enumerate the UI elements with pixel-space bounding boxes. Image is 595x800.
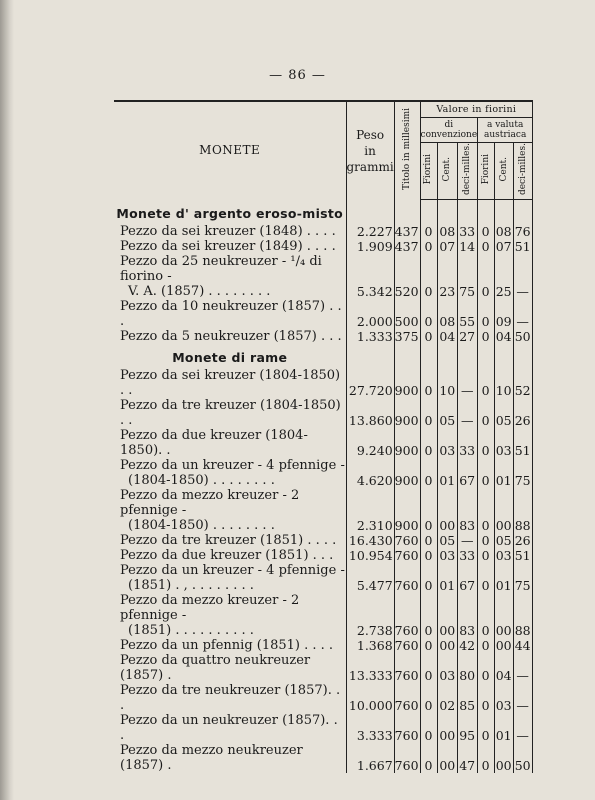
table-row bbox=[114, 299, 533, 329]
fiorini-aus-cell: 0 bbox=[478, 329, 495, 344]
coin-description bbox=[114, 398, 346, 428]
titolo-cell: 520 bbox=[394, 254, 420, 299]
coin-description bbox=[114, 593, 346, 638]
section-header-row bbox=[114, 200, 533, 224]
fiorini-conv-cell: 0 bbox=[420, 683, 438, 713]
titolo-cell: 900 bbox=[394, 428, 420, 458]
table-row bbox=[114, 713, 533, 743]
fiorini-conv-cell: 0 bbox=[420, 329, 438, 344]
decimilles-aus-cell: 75 bbox=[514, 563, 533, 593]
table-row bbox=[114, 683, 533, 713]
fiorini-conv-cell: 0 bbox=[420, 533, 438, 548]
fiorini-aus-cell: 0 bbox=[478, 488, 495, 533]
fiorini-aus-cell: 0 bbox=[478, 239, 495, 254]
coin-description-line: Pezzo da 5 neukreuzer (1857) . . . bbox=[120, 328, 342, 344]
cent-aus-cell: 09 bbox=[495, 299, 514, 329]
peso-cell: 2.000 bbox=[346, 299, 394, 329]
titolo-cell: 760 bbox=[394, 532, 419, 548]
titolo-cell: 760 bbox=[394, 683, 420, 713]
table-row bbox=[114, 329, 533, 344]
cent-aus-cell: 00 bbox=[495, 488, 514, 533]
fiorini-aus-cell: 0 bbox=[478, 638, 495, 653]
decimilles-aus-cell: 75 bbox=[514, 458, 533, 488]
decimilles-conv-cell: — bbox=[458, 533, 478, 548]
peso-cell: 1.667 bbox=[346, 743, 394, 773]
empty-cell bbox=[514, 344, 533, 368]
coin-description bbox=[114, 653, 346, 683]
empty-cell bbox=[420, 344, 438, 368]
decimilles-conv-cell: — bbox=[458, 398, 478, 428]
header-cent-2 bbox=[495, 143, 514, 200]
cent-aus-cell: 03 bbox=[495, 548, 514, 563]
coin-description bbox=[114, 428, 346, 458]
cent-conv-cell: 23 bbox=[438, 254, 458, 299]
decimilles-aus-cell: 44 bbox=[514, 638, 533, 653]
fiorini-aus-cell: 0 bbox=[478, 254, 495, 299]
decimilles-aus-cell: 76 bbox=[514, 224, 533, 239]
decimilles-aus-cell: — bbox=[514, 254, 533, 299]
cent-aus-cell: 05 bbox=[495, 533, 514, 548]
scan-edge bbox=[0, 0, 14, 800]
fiorini-conv-cell: 0 bbox=[420, 368, 438, 398]
empty-cell bbox=[495, 200, 514, 224]
header-peso-line3: grammi bbox=[346, 159, 394, 174]
decimilles-conv-cell: 42 bbox=[458, 638, 478, 653]
cent-conv-cell: 01 bbox=[438, 563, 458, 593]
header-cent-1-text: Cent. bbox=[442, 156, 453, 182]
cent-aus-cell: 00 bbox=[495, 743, 514, 773]
table-row bbox=[114, 533, 533, 548]
coin-description-line: Pezzo da 10 neukreuzer (1857) . . . bbox=[120, 298, 342, 329]
coin-description bbox=[114, 458, 346, 488]
fiorini-aus-cell: 0 bbox=[478, 224, 495, 239]
coin-description-line: Pezzo da un neukreuzer (1857). . . bbox=[120, 712, 338, 743]
fiorini-aus-cell: 0 bbox=[478, 428, 495, 458]
cent-conv-cell: 03 bbox=[438, 428, 458, 458]
fiorini-conv-cell: 0 bbox=[420, 224, 438, 239]
cent-conv-cell: 02 bbox=[438, 683, 458, 713]
titolo-cell: 900 bbox=[394, 398, 420, 428]
coin-description-line: Pezzo da tre neukreuzer (1857). . . bbox=[120, 682, 341, 713]
header-cent-1 bbox=[438, 143, 458, 200]
peso-cell: 10.954 bbox=[346, 548, 394, 563]
cent-conv-cell: 08 bbox=[438, 224, 458, 239]
fiorini-aus-cell: 0 bbox=[478, 458, 495, 488]
decimilles-aus-cell: 52 bbox=[514, 368, 533, 398]
coin-description-line: Pezzo da mezzo neukreuzer (1857) . bbox=[120, 742, 303, 773]
decimilles-aus-cell: 50 bbox=[514, 329, 533, 344]
coin-description bbox=[114, 683, 346, 713]
peso-cell: 3.333 bbox=[346, 713, 394, 743]
table-row bbox=[114, 458, 533, 488]
empty-cell bbox=[394, 344, 420, 368]
decimilles-conv-cell: 75 bbox=[458, 254, 478, 299]
section-title: Monete di rame bbox=[172, 349, 288, 365]
fiorini-aus-cell: 0 bbox=[478, 299, 495, 329]
cent-conv-cell: 03 bbox=[438, 653, 458, 683]
fiorini-conv-cell: 0 bbox=[420, 653, 438, 683]
decimilles-conv-cell: 80 bbox=[458, 653, 478, 683]
decimilles-aus-cell: 51 bbox=[514, 239, 533, 254]
coin-description bbox=[114, 254, 346, 299]
header-cent-2-text: Cent. bbox=[498, 156, 509, 182]
coin-description-line: Pezzo da un kreuzer - 4 pfennige - bbox=[120, 562, 345, 578]
table-row bbox=[114, 398, 533, 428]
fiorini-aus-cell: 0 bbox=[478, 563, 495, 593]
fiorini-conv-cell: 0 bbox=[420, 398, 438, 428]
empty-cell bbox=[458, 344, 478, 368]
fiorini-aus-cell: 0 bbox=[478, 743, 495, 773]
decimilles-conv-cell: 67 bbox=[458, 458, 478, 488]
fiorini-conv-cell: 0 bbox=[420, 563, 438, 593]
coin-description-line: Pezzo da quattro neukreuzer (1857) . bbox=[120, 652, 311, 683]
fiorini-conv-cell: 0 bbox=[420, 638, 438, 653]
peso-cell: 1.909 bbox=[346, 239, 394, 254]
empty-cell bbox=[438, 200, 458, 224]
decimilles-conv-cell: 83 bbox=[458, 593, 478, 638]
cent-conv-cell: 05 bbox=[438, 533, 458, 548]
header-a-valuta-austriaca bbox=[478, 118, 533, 143]
empty-cell bbox=[514, 200, 533, 224]
decimilles-aus-cell: 26 bbox=[514, 398, 533, 428]
decimilles-conv-cell: 33 bbox=[458, 428, 478, 458]
cent-conv-cell: 00 bbox=[438, 638, 458, 653]
table-row bbox=[114, 488, 533, 533]
cent-conv-cell: 04 bbox=[438, 329, 458, 344]
titolo-cell: 437 bbox=[394, 238, 419, 254]
table-row bbox=[114, 563, 533, 593]
decimilles-conv-cell: 83 bbox=[458, 488, 478, 533]
titolo-cell: 500 bbox=[394, 299, 420, 329]
coin-description-line: (1804-1850) . . . . . . . . bbox=[128, 472, 275, 488]
peso-cell: 1.368 bbox=[346, 638, 394, 653]
cent-aus-cell: 00 bbox=[495, 638, 514, 653]
peso-cell: 2.310 bbox=[346, 488, 394, 533]
empty-cell bbox=[346, 344, 394, 368]
fiorini-aus-cell: 0 bbox=[478, 533, 495, 548]
cent-aus-cell: 05 bbox=[495, 398, 514, 428]
peso-cell: 1.333 bbox=[346, 329, 394, 344]
table-row bbox=[114, 593, 533, 638]
peso-cell: 9.240 bbox=[346, 428, 394, 458]
decimilles-aus-cell: 50 bbox=[514, 743, 533, 773]
empty-cell bbox=[438, 344, 458, 368]
decimilles-conv-cell: 95 bbox=[458, 713, 478, 743]
header-fiorini-1-text: Fiorini bbox=[423, 153, 434, 185]
coin-description bbox=[114, 368, 346, 398]
coin-description-line: Pezzo da sei kreuzer (1804-1850) . . bbox=[120, 367, 341, 398]
coin-description bbox=[114, 548, 346, 563]
decimilles-conv-cell: 27 bbox=[458, 329, 478, 344]
fiorini-conv-cell: 0 bbox=[420, 254, 438, 299]
coin-description-line: Pezzo da un kreuzer - 4 pfennige - bbox=[120, 457, 345, 473]
coin-description-line: Pezzo da tre kreuzer (1804-1850) . . bbox=[120, 397, 341, 428]
fiorini-aus-cell: 0 bbox=[478, 368, 495, 398]
fiorini-conv-cell: 0 bbox=[420, 488, 438, 533]
decimilles-aus-cell: — bbox=[514, 713, 533, 743]
coin-description bbox=[114, 488, 346, 533]
decimilles-conv-cell: 14 bbox=[458, 239, 478, 254]
fiorini-conv-cell: 0 bbox=[420, 743, 438, 773]
titolo-cell: 760 bbox=[394, 653, 420, 683]
cent-conv-cell: 01 bbox=[438, 458, 458, 488]
header-decimilles-2 bbox=[514, 143, 533, 200]
coin-description-line: Pezzo da sei kreuzer (1849) . . . . bbox=[120, 238, 336, 254]
titolo-cell: 760 bbox=[394, 593, 420, 638]
cent-aus-cell: 01 bbox=[495, 713, 514, 743]
cent-conv-cell: 00 bbox=[438, 713, 458, 743]
titolo-cell: 900 bbox=[394, 458, 420, 488]
header-monete: MONETE bbox=[114, 101, 346, 200]
peso-cell: 16.430 bbox=[346, 533, 394, 548]
header-peso-line2: in bbox=[364, 143, 376, 158]
coin-description-line: Pezzo da 25 neukreuzer - ¹/₄ di fiorino - bbox=[120, 253, 322, 284]
titolo-cell: 760 bbox=[394, 637, 419, 653]
cent-aus-cell: 10 bbox=[495, 368, 514, 398]
titolo-cell: 760 bbox=[394, 547, 419, 563]
cent-conv-cell: 08 bbox=[438, 299, 458, 329]
header-di-convenzione bbox=[420, 118, 478, 143]
empty-cell bbox=[420, 200, 438, 224]
coin-description-line: Pezzo da due kreuzer (1804-1850). . bbox=[120, 427, 308, 458]
coin-description-line: Pezzo da due kreuzer (1851) . . . bbox=[120, 547, 334, 563]
fiorini-aus-cell: 0 bbox=[478, 683, 495, 713]
decimilles-conv-cell: 33 bbox=[458, 224, 478, 239]
section-title: Monete d' argento eroso-misto bbox=[116, 205, 344, 221]
table-row bbox=[114, 428, 533, 458]
decimilles-aus-cell: 51 bbox=[514, 428, 533, 458]
fiorini-conv-cell: 0 bbox=[420, 299, 438, 329]
decimilles-aus-cell: — bbox=[514, 683, 533, 713]
header-di-convenzione-line2: convenzione bbox=[420, 130, 478, 140]
fiorini-conv-cell: 0 bbox=[420, 239, 438, 254]
header-titolo bbox=[394, 101, 420, 200]
coin-description-line: Pezzo da tre kreuzer (1851) . . . . bbox=[120, 532, 337, 548]
coin-description-line: Pezzo da mezzo kreuzer - 2 pfennige - bbox=[120, 487, 300, 518]
cent-aus-cell: 03 bbox=[495, 683, 514, 713]
coin-description-line: (1851) . . . . . . . . . . bbox=[128, 622, 254, 638]
cent-aus-cell: 01 bbox=[495, 458, 514, 488]
coin-description-line: Pezzo da sei kreuzer (1848) . . . . bbox=[120, 223, 336, 239]
decimilles-aus-cell: 26 bbox=[514, 533, 533, 548]
titolo-cell: 760 bbox=[394, 563, 420, 593]
fiorini-aus-cell: 0 bbox=[478, 653, 495, 683]
section-header-row bbox=[114, 344, 533, 368]
header-a-valuta-line1: a valuta bbox=[486, 120, 524, 130]
decimilles-conv-cell: 85 bbox=[458, 683, 478, 713]
coin-description bbox=[114, 299, 346, 329]
coin-description bbox=[114, 743, 346, 773]
peso-cell: 5.342 bbox=[346, 254, 394, 299]
header-titolo-text: Titolo in millesimi bbox=[401, 107, 412, 190]
cent-aus-cell: 04 bbox=[495, 329, 514, 344]
cent-conv-cell: 00 bbox=[438, 593, 458, 638]
cent-aus-cell: 00 bbox=[495, 593, 514, 638]
coin-description bbox=[114, 713, 346, 743]
titolo-cell: 760 bbox=[394, 713, 420, 743]
table-row bbox=[114, 239, 533, 254]
header-fiorini-2-text: Fiorini bbox=[480, 153, 491, 185]
coin-description bbox=[114, 224, 346, 239]
coin-description-line: Pezzo da mezzo kreuzer - 2 pfennige - bbox=[120, 592, 300, 623]
peso-cell: 13.860 bbox=[346, 398, 394, 428]
empty-cell bbox=[495, 344, 514, 368]
peso-cell: 27.720 bbox=[346, 368, 394, 398]
header-fiorini-2 bbox=[478, 143, 495, 200]
cent-aus-cell: 01 bbox=[495, 563, 514, 593]
fiorini-conv-cell: 0 bbox=[420, 428, 438, 458]
fiorini-conv-cell: 0 bbox=[420, 548, 438, 563]
page-number: — 86 — bbox=[269, 68, 326, 83]
coin-description bbox=[114, 239, 346, 254]
peso-cell: 2.227 bbox=[346, 224, 394, 239]
cent-aus-cell: 08 bbox=[495, 224, 514, 239]
table-row bbox=[114, 254, 533, 299]
fiorini-aus-cell: 0 bbox=[478, 548, 495, 563]
cent-aus-cell: 04 bbox=[495, 653, 514, 683]
fiorini-conv-cell: 0 bbox=[420, 458, 438, 488]
header-peso bbox=[346, 101, 394, 200]
table-body bbox=[114, 200, 533, 773]
header-fiorini-1 bbox=[420, 143, 438, 200]
coin-description bbox=[114, 638, 346, 653]
decimilles-conv-cell: 33 bbox=[458, 548, 478, 563]
titolo-cell: 437 bbox=[394, 223, 419, 239]
table-row bbox=[114, 638, 533, 653]
cent-conv-cell: 03 bbox=[438, 548, 458, 563]
decimilles-aus-cell: — bbox=[514, 653, 533, 683]
coin-value-table bbox=[114, 100, 533, 773]
decimilles-aus-cell: 88 bbox=[514, 593, 533, 638]
coin-description-line: Pezzo da un pfennig (1851) . . . . bbox=[120, 637, 334, 653]
cent-conv-cell: 07 bbox=[438, 239, 458, 254]
cent-conv-cell: 10 bbox=[438, 368, 458, 398]
coin-description bbox=[114, 533, 346, 548]
header-di-convenzione-line1: di bbox=[444, 120, 454, 130]
decimilles-conv-cell: 67 bbox=[458, 563, 478, 593]
cent-conv-cell: 00 bbox=[438, 743, 458, 773]
table-row bbox=[114, 653, 533, 683]
header-valore-in-fiorini: Valore in fiorini bbox=[420, 101, 533, 118]
cent-conv-cell: 05 bbox=[438, 398, 458, 428]
decimilles-conv-cell: 55 bbox=[458, 299, 478, 329]
table-row bbox=[114, 224, 533, 239]
header-decimilles-1 bbox=[458, 143, 478, 200]
fiorini-conv-cell: 0 bbox=[420, 713, 438, 743]
empty-cell bbox=[478, 344, 495, 368]
fiorini-conv-cell: 0 bbox=[420, 593, 438, 638]
peso-cell: 10.000 bbox=[346, 683, 394, 713]
cent-aus-cell: 25 bbox=[495, 254, 514, 299]
decimilles-conv-cell: — bbox=[458, 368, 478, 398]
titolo-cell: 375 bbox=[394, 328, 419, 344]
header-a-valuta-line2: austriaca bbox=[483, 130, 527, 140]
decimilles-conv-cell: 47 bbox=[458, 743, 478, 773]
empty-cell bbox=[478, 200, 495, 224]
coin-description-line: V. A. (1857) . . . . . . . . bbox=[128, 283, 271, 299]
table-row bbox=[114, 368, 533, 398]
titolo-cell: 900 bbox=[394, 368, 420, 398]
coin-description bbox=[114, 329, 346, 344]
decimilles-aus-cell: 88 bbox=[514, 488, 533, 533]
coin-description bbox=[114, 563, 346, 593]
fiorini-aus-cell: 0 bbox=[478, 593, 495, 638]
cent-aus-cell: 07 bbox=[495, 239, 514, 254]
titolo-cell: 900 bbox=[394, 488, 420, 533]
header-peso-line1: Peso bbox=[356, 127, 385, 142]
peso-cell: 13.333 bbox=[346, 653, 394, 683]
table-row bbox=[114, 548, 533, 563]
cent-aus-cell: 03 bbox=[495, 428, 514, 458]
peso-cell: 2.738 bbox=[346, 593, 394, 638]
empty-cell bbox=[394, 200, 420, 224]
coin-description-line: (1851) . , . . . . . . . . bbox=[128, 577, 254, 593]
empty-cell bbox=[458, 200, 478, 224]
peso-cell: 4.620 bbox=[346, 458, 394, 488]
decimilles-aus-cell: — bbox=[514, 299, 533, 329]
peso-cell: 5.477 bbox=[346, 563, 394, 593]
empty-cell bbox=[346, 200, 394, 224]
fiorini-aus-cell: 0 bbox=[478, 713, 495, 743]
header-decimilles-1-text: deci-milles. bbox=[462, 143, 473, 196]
fiorini-aus-cell: 0 bbox=[478, 398, 495, 428]
coin-description-line: (1804-1850) . . . . . . . . bbox=[128, 517, 275, 533]
header-decimilles-2-text: deci-milles. bbox=[517, 143, 528, 196]
decimilles-aus-cell: 51 bbox=[514, 548, 533, 563]
titolo-cell: 760 bbox=[394, 743, 420, 773]
cent-conv-cell: 00 bbox=[438, 488, 458, 533]
table-row bbox=[114, 743, 533, 773]
